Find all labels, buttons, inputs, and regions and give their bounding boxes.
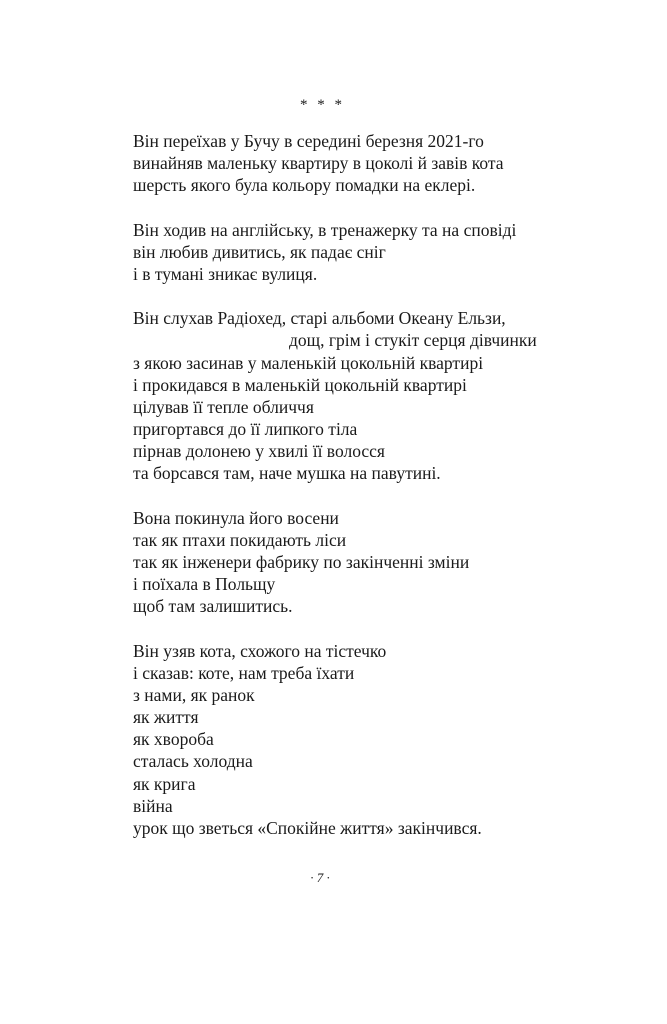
poem-line: Він узяв кота, схожого на тістечко bbox=[133, 640, 387, 661]
poem-line: як крига bbox=[133, 773, 196, 794]
poem-line: пірнав долонею у хвилі її волосся bbox=[133, 441, 385, 462]
poem-line: так як птахи покидають ліси bbox=[133, 529, 347, 550]
stanza-2 bbox=[133, 219, 537, 285]
poem-line: та борсався там, наче мушка на павутині. bbox=[133, 463, 441, 484]
poem-line: з якою засинав у маленькій цокольній квартирі bbox=[133, 352, 484, 373]
poem-line: війна bbox=[133, 795, 173, 816]
page-number: · 7 · bbox=[310, 870, 330, 885]
poem-line: сталась холодна bbox=[133, 751, 253, 772]
poem-line: і поїхала в Польщу bbox=[133, 574, 276, 595]
poem-line: Він ходив на англійську, в тренажерку та на сповіді bbox=[133, 219, 517, 240]
poem-line: як життя bbox=[133, 707, 199, 728]
poem-line: він любив дивитись, як падає сніг bbox=[133, 241, 386, 262]
poem bbox=[133, 130, 537, 861]
poem-line: винайняв маленьку квартиру в цоколі й завів кота bbox=[133, 153, 504, 174]
poem-line: Вона покинула його восени bbox=[133, 507, 339, 528]
poem-line: і в тумані зникає вулиця. bbox=[133, 263, 318, 284]
stanza-4 bbox=[133, 507, 537, 618]
poem-line: Він переїхав у Бучу в середині березня 2021-го bbox=[133, 131, 484, 151]
stanza-5 bbox=[133, 640, 537, 839]
poem-line: щоб там залишитись. bbox=[133, 596, 293, 617]
poem-line: і прокидався в маленькій цокольній квартирі bbox=[133, 374, 467, 395]
poem-line: так як інженери фабрику по закінченні зміни bbox=[133, 551, 470, 572]
poem-line: цілував її тепле обличчя bbox=[133, 396, 314, 417]
section-separator: * * * bbox=[300, 97, 344, 113]
poem-line: Він слухав Радіохед, старі альбоми Океану Ельзи, bbox=[133, 308, 506, 329]
stanza-3 bbox=[133, 307, 537, 484]
poem-line: пригортався до її липкого тіла bbox=[133, 419, 358, 440]
poem-line: з нами, як ранок bbox=[133, 684, 255, 705]
poem-line-indented: дощ, грім і стукіт серця дівчинки bbox=[289, 330, 537, 351]
poem-line: як хвороба bbox=[133, 729, 214, 750]
poem-line: шерсть якого була кольору помадки на еклері. bbox=[133, 175, 476, 196]
poem-line: урок що зветься «Спокійне життя» закінчився. bbox=[133, 817, 482, 838]
poem-line: і сказав: коте, нам треба їхати bbox=[133, 662, 355, 683]
stanza-1 bbox=[133, 130, 537, 196]
